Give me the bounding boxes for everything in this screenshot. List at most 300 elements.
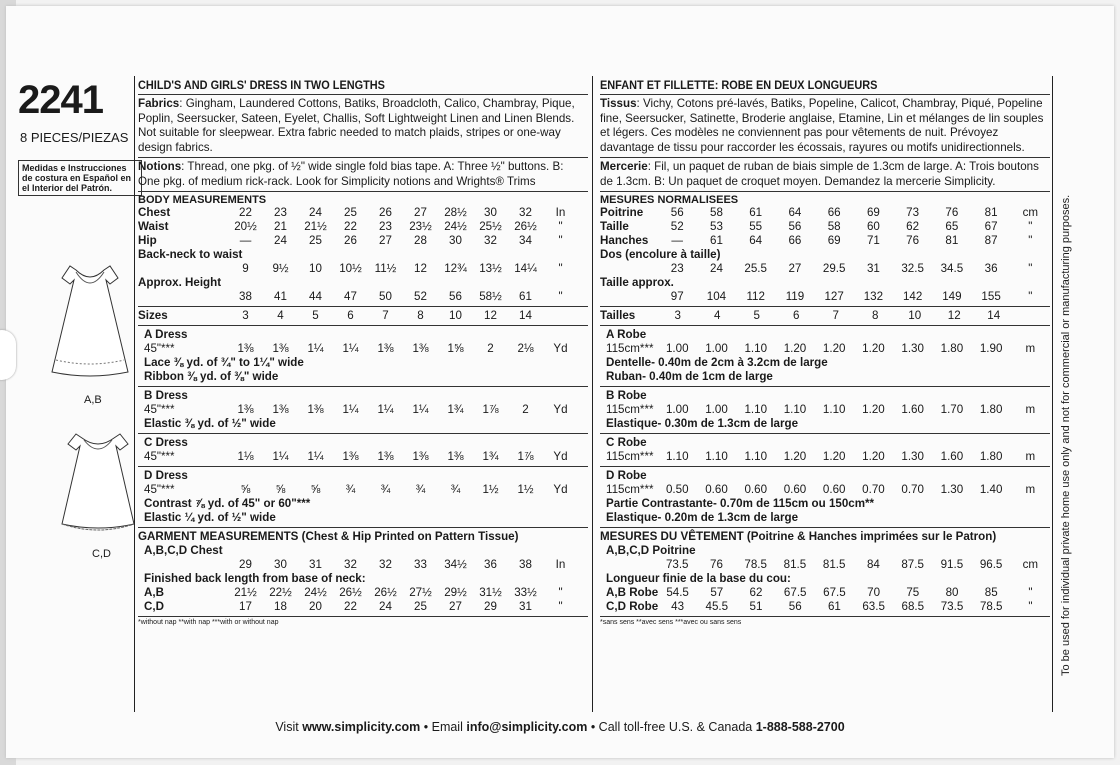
spanish-instructions-box: Medidas e Instrucciones de costura en Español en el Interior del Patrón. [18,160,142,196]
rule [600,466,1050,467]
cell-value: 66 [827,206,841,219]
back-neck-label: Back-neck to waist [138,248,243,261]
cell-value: 7 [832,309,839,322]
cell-value: 1¼ [272,450,289,463]
cell-value: 10 [309,262,322,275]
cell-value: 1⅜ [272,403,289,416]
cell-value: 25.5 [744,262,767,275]
fabrics-label: Fabrics [138,97,180,110]
cell-value: 1.10 [744,342,768,355]
cell-value: 20 [309,600,322,613]
cell-value: 27 [414,206,427,219]
cell-value: 52 [414,290,427,303]
cell-value: 1½ [482,483,499,496]
english-tables [138,206,588,626]
cell-value: 64 [749,234,763,247]
cell-value: 0.60 [744,483,768,496]
garment-chest-row [138,558,588,572]
cell-value: " [558,600,563,613]
row-label: Chest [138,206,171,219]
cell-value: Yd [553,403,568,416]
sizes-row [600,309,1050,323]
cell-value: 66 [788,234,802,247]
row-label: 115cm*** [606,450,654,463]
cell-value: 33½ [514,586,537,599]
cell-value: 76 [906,234,920,247]
extra-notion: Ribbon ⅜ yd. of ⅜" wide [144,370,279,383]
cell-value: 30 [484,206,497,219]
cell-value: 3 [674,309,681,322]
cell-value: 17 [239,600,252,613]
back-neck-row [600,262,1050,276]
cell-value: 112 [746,290,765,303]
cell-value: cm [1022,206,1039,219]
body-measure-row [138,234,588,248]
cell-value: 60 [866,220,880,233]
cell-value: 23 [274,206,287,219]
cell-value: 155 [981,290,1001,303]
cell-value: 21 [274,220,287,233]
cell-value: 71 [866,234,880,247]
notions-value: : Thread, one pkg. of ½" wide single fold bias tape. A: Three ½" buttons. B: One pkg. of medium rick-rack. Look for Simplicity notions and Wrights® Trims [138,160,564,188]
cell-value: 54.5 [666,586,689,599]
cell-value: 69 [827,234,841,247]
dress-name: B Dress [144,389,188,402]
cell-value: 27 [449,600,462,613]
cell-value: 41 [274,290,287,303]
cell-value: 76 [710,558,723,571]
row-label: C,D [144,600,164,613]
rule [138,191,588,192]
yardage-row [138,483,588,497]
cell-value: 1⅞ [482,403,499,416]
cell-value: 28 [414,234,427,247]
cell-value: 32 [519,206,532,219]
row-label [600,558,658,572]
rule [138,94,588,95]
cell-value: 1⅜ [412,450,429,463]
cell-value: 44 [309,290,322,303]
cell-value: ¾ [345,483,356,496]
cell-value: 81 [984,206,998,219]
cell-value: 65 [945,220,959,233]
cell-value: 9 [242,262,249,275]
cell-value: 0.60 [822,483,846,496]
cell-value: 6 [347,309,354,322]
view-label-ab: A,B [84,394,102,406]
cell-value: 1½ [517,483,534,496]
cell-value: 56 [788,600,802,613]
extra-notion: Lace ⅜ yd. of ¾" to 1¼" wide [144,356,304,369]
extra-notion: Partie Contrastante- 0.70m de 115cm ou 150cm** [606,497,875,510]
height-row [138,290,588,304]
cell-value: 26½ [514,220,537,233]
row-label: 45"*** [144,403,175,416]
finished-cd-row [138,600,588,614]
cell-value: 26 [344,234,357,247]
cell-value: 13½ [479,262,502,275]
cell-value: 10 [908,309,922,322]
cell-value: 62 [749,586,763,599]
extra-notion: Elastique- 0.20m de 1.3cm de large [606,511,799,524]
cell-value: 97 [670,290,684,303]
cell-value: " [1028,220,1033,233]
row-label: Hanches [600,234,649,247]
cell-value: 0.60 [705,483,728,496]
cell-value: 75 [906,586,920,599]
cell-value: 67 [984,220,998,233]
cell-value: 1⅜ [342,450,359,463]
cell-value: 73.5 [665,558,689,571]
dress-name: C Robe [606,436,647,449]
cell-value: 24½ [444,220,467,233]
cell-value: 63.5 [862,600,885,613]
rule [600,616,1050,617]
cell-value: 14¼ [514,262,537,275]
cell-value: ¾ [415,483,426,496]
cell-value: 23 [379,220,392,233]
cell-value: 0.60 [783,483,807,496]
cell-value: 1.20 [783,342,807,355]
view-label-cd: C,D [92,548,111,560]
cell-value: 28½ [444,206,467,219]
cell-value: — [239,234,252,247]
cell-value: 104 [706,290,727,303]
dress-name: A Robe [606,328,647,341]
row-label: C,D Robe [606,600,659,613]
cell-value: " [1028,262,1033,275]
cell-value: 2 [487,342,494,355]
rule [600,527,1050,528]
height-label: Taille approx. [600,276,674,289]
dress-name: D Dress [144,469,188,482]
cell-value: 8 [872,309,879,322]
finished-ab-row [138,586,588,600]
cell-value: 36 [984,262,998,275]
cell-value: 24 [379,600,392,613]
sizes-row [138,309,588,323]
cell-value: 34 [519,234,532,247]
cell-value: 36 [484,558,497,571]
cell-value: 58 [827,220,841,233]
cell-value: 78.5 [979,600,1003,613]
cell-value: ¾ [450,483,461,496]
cell-value: " [558,234,563,247]
cell-value: 1.20 [822,450,846,463]
yardage-row [600,403,1050,417]
cell-value: 27 [379,234,392,247]
cell-value: 1⅝ [447,342,464,355]
cell-value: 1.30 [940,483,964,496]
cell-value: 67.5 [823,586,846,599]
cell-value: 2⅛ [517,342,534,355]
cell-value: 1⅜ [377,342,394,355]
finished-ab-row [600,586,1050,600]
cell-value: 25 [344,206,357,219]
cell-value: 64 [788,206,802,219]
row-label: Poitrine [600,206,644,219]
cell-value: 31 [519,600,532,613]
cell-value: 62 [906,220,920,233]
cell-value: " [1028,600,1033,613]
cell-value: 4 [714,309,721,322]
cell-value: 26½ [374,586,397,599]
rule [600,191,1050,192]
cell-value: 9½ [272,262,289,275]
row-label: 115cm*** [606,403,654,416]
cell-value: 57 [710,586,724,599]
cell-value: 132 [863,290,884,303]
rule [600,325,1050,326]
cell-value: 24 [309,206,322,219]
cell-value: 21½ [304,220,327,233]
cell-value: 96.5 [979,558,1003,571]
divider-middle [592,76,593,712]
cell-value: 1.10 [822,403,846,416]
cell-value: 1.20 [822,342,846,355]
cell-value: 26 [379,206,392,219]
cell-value: 1.00 [705,342,728,355]
rule [600,306,1050,307]
extra-notion: Elastic ⅜ yd. of ½" wide [144,417,276,430]
cell-value: Yd [553,483,568,496]
footnote: *without nap **with nap ***with or without nap [138,619,279,626]
cell-value: Yd [553,342,568,355]
rule [600,433,1050,434]
cell-value: 26½ [339,586,362,599]
body-measure-row [600,234,1050,248]
cell-value: m [1025,483,1036,496]
cell-value: 1.00 [665,403,689,416]
cell-value: 73.5 [940,600,964,613]
cell-value: 0.70 [862,483,885,496]
dress-view-ab-illustration [48,264,132,388]
cell-value: 5 [312,309,319,322]
cell-value: 1.80 [940,342,964,355]
cell-value: 29 [484,600,497,613]
cell-value: 30 [449,234,462,247]
mercerie-label: Mercerie [600,160,648,173]
row-label: A,B Robe [606,586,659,599]
cell-value: 1.20 [862,450,885,463]
cell-value: 1.10 [783,403,807,416]
cell-value: 81.5 [822,558,846,571]
cell-value: 76 [945,206,959,219]
rule [138,386,588,387]
cell-value: 38 [519,558,532,571]
cell-value: 61 [519,290,532,303]
cell-value: 1.30 [901,342,924,355]
cell-value: In [555,558,566,571]
row-label: 45"*** [144,450,175,463]
footer-contact [6,720,1114,734]
row-label [138,290,228,304]
fabrics-value: : Gingham, Laundered Cottons, Batiks, Broadcloth, Calico, Chambray, Pique, Poplin, Seersucker, Sateen, Eyelet, Challis, Soft Lightweight Linen and Linen Blends. Not suitable for sleepwear. Extra fabric needed to match plaids, stripes or one-way design fabrics. [138,97,575,154]
cell-value: 12¾ [444,262,467,275]
fabrics-text [138,97,588,155]
cell-value: — [671,234,684,247]
yardage-row [600,450,1050,464]
garment-header: MESURES DU VÊTEMENT (Poitrine & Hanches imprimées sur le Patron) [600,530,997,543]
extra-notion: Dentelle- 0.40m de 2cm à 3.2cm de large [606,356,828,369]
body-measurements-header: BODY MEASUREMENTS [138,194,267,206]
cell-value: 52 [670,220,684,233]
row-label: 45"*** [144,483,175,496]
cell-value: 1¼ [307,450,324,463]
cell-value: 12 [414,262,427,275]
cell-value: 84 [866,558,880,571]
cell-value: 1¼ [342,342,359,355]
cell-value: 1⅜ [237,403,254,416]
garment-chest-row [600,558,1050,572]
cell-value: 142 [902,290,923,303]
finished-length-label: Finished back length from base of neck: [144,572,366,585]
cell-value: " [1028,290,1033,303]
cell-value: 1¾ [482,450,499,463]
notions-label: Notions [138,160,182,173]
cell-value: 1⅜ [447,450,464,463]
height-label: Approx. Height [138,276,222,289]
rule [138,157,588,158]
cell-value: 87 [984,234,998,247]
cell-value: 11½ [374,262,397,275]
cell-value: 32 [379,558,392,571]
usage-disclaimer: To be used for individual private home use only and not for commercial or manufacturing purposes. [1060,194,1072,676]
cell-value: 73 [906,206,920,219]
cell-value: ⅝ [275,483,286,496]
cell-value: cm [1022,558,1039,571]
rule [138,306,588,307]
cell-value: 50 [379,290,392,303]
rule [600,94,1050,95]
cell-value: 1⅜ [412,342,429,355]
cell-value: 24 [274,234,287,247]
garment-header: GARMENT MEASUREMENTS (Chest & Hip Printed on Pattern Tissue) [138,530,519,543]
cell-value: 27½ [409,586,432,599]
rule [138,325,588,326]
footer-call-label: • Call toll-free U.S. & Canada [587,720,756,734]
tissus-label: Tissus [600,97,637,110]
cell-value: 119 [785,290,805,303]
cell-value: 0.50 [665,483,689,496]
cell-value: m [1025,342,1036,355]
cell-value: 22½ [269,586,292,599]
cell-value: 69 [866,206,880,219]
row-label: 115cm*** [606,483,654,496]
cell-value: 18 [274,600,287,613]
footer-website-link[interactable]: www.simplicity.com [302,720,421,734]
notions-text [138,160,588,189]
mercerie-value: : Fil, un paquet de ruban de biais simple de 1.3cm de large. A: Trois boutons de 1.3cm. B: Un paquet de croquet moyen. Demandez la mercerie Simplicity. [600,160,1039,188]
cell-value: 5 [753,309,760,322]
garment-chest-label: A,B,C,D Poitrine [606,544,696,557]
french-column [600,80,1050,626]
cell-value: 1.20 [862,403,885,416]
cell-value: 80 [945,586,959,599]
title-french: ENFANT ET FILLETTE: ROBE EN DEUX LONGUEURS [600,80,878,92]
body-measure-row [138,206,588,220]
cell-value: 1⅞ [517,450,534,463]
row-label: Tailles [600,309,636,322]
extra-notion: Elastique- 0.30m de 1.3cm de large [606,417,799,430]
cell-value: 12 [484,309,497,322]
cell-value: 29.5 [822,262,846,275]
cell-value: 14 [519,309,532,322]
row-label: 115cm*** [606,342,654,355]
pattern-number: 2241 [18,78,103,122]
cell-value: 1.10 [744,450,768,463]
cell-value: 1.20 [862,342,885,355]
cell-value: " [558,586,563,599]
cell-value: 85 [984,586,998,599]
cell-value: 61 [827,600,841,613]
cell-value: 1.70 [940,403,964,416]
rule [600,386,1050,387]
cell-value: 1.00 [665,342,689,355]
cell-value: 1⅜ [237,342,254,355]
carousel-prev-button[interactable] [0,330,16,380]
cell-value: 61 [749,206,763,219]
cell-value: 1¼ [307,342,324,355]
cell-value: 1.10 [665,450,689,463]
tissus-value: : Vichy, Cotons pré-lavés, Batiks, Popeline, Calicot, Chambray, Piqué, Popeline fine, Seersucker, Satinette, Broderie anglaise, Etamine, Lin et mélanges de lin souples et légers. Ces modèles ne conviennent pas pour vêtements de nuit. Prévoyez davantage de tissu pour raccorder les écossais, rayures ou motifs unidirectionnels. [600,97,1044,154]
cell-value: 56 [788,220,802,233]
cell-value: 1⅜ [377,450,394,463]
row-label [600,262,658,276]
cell-value: 10 [449,309,462,322]
cell-value: m [1025,450,1036,463]
cell-value: 21½ [234,586,257,599]
footer-phone: 1-888-588-2700 [755,720,845,734]
cell-value: 51 [749,600,763,613]
cell-value: 34.5 [940,262,964,275]
cell-value: 43 [671,600,685,613]
cell-value: ⅝ [310,483,321,496]
pattern-envelope-back [6,6,1114,758]
divider-left [134,76,135,712]
cell-value: 70 [867,586,881,599]
cell-value: 4 [277,309,284,322]
cell-value: 32 [344,558,357,571]
cell-value: 1¾ [447,403,464,416]
cell-value: 81.5 [783,558,807,571]
cell-value: 23½ [409,220,432,233]
height-row [600,290,1050,304]
dress-name: D Robe [606,469,647,482]
cell-value: 1.20 [783,450,807,463]
cell-value: 67.5 [783,586,807,599]
dress-view-cd-illustration [56,432,140,540]
dress-name: A Dress [144,328,188,341]
cell-value: 24 [710,262,723,275]
yardage-row [138,403,588,417]
cell-value: 78.5 [744,558,767,571]
cell-value: 1.00 [705,403,728,416]
footnote: *sans sens **avec sens ***avec ou sans sens [600,619,742,626]
cell-value: 14 [987,309,1001,322]
cell-value: 1¼ [342,403,359,416]
row-label [600,290,658,304]
footer-email-link[interactable]: info@simplicity.com [466,720,588,734]
cell-value: 45.5 [705,600,729,613]
cell-value: 38 [239,290,252,303]
cell-value: 23 [670,262,684,275]
dress-name: C Dress [144,436,188,449]
garment-chest-label: A,B,C,D Chest [144,544,223,557]
mercerie-text [600,160,1050,189]
divider-right [1052,76,1053,712]
cell-value: 30 [274,558,287,571]
